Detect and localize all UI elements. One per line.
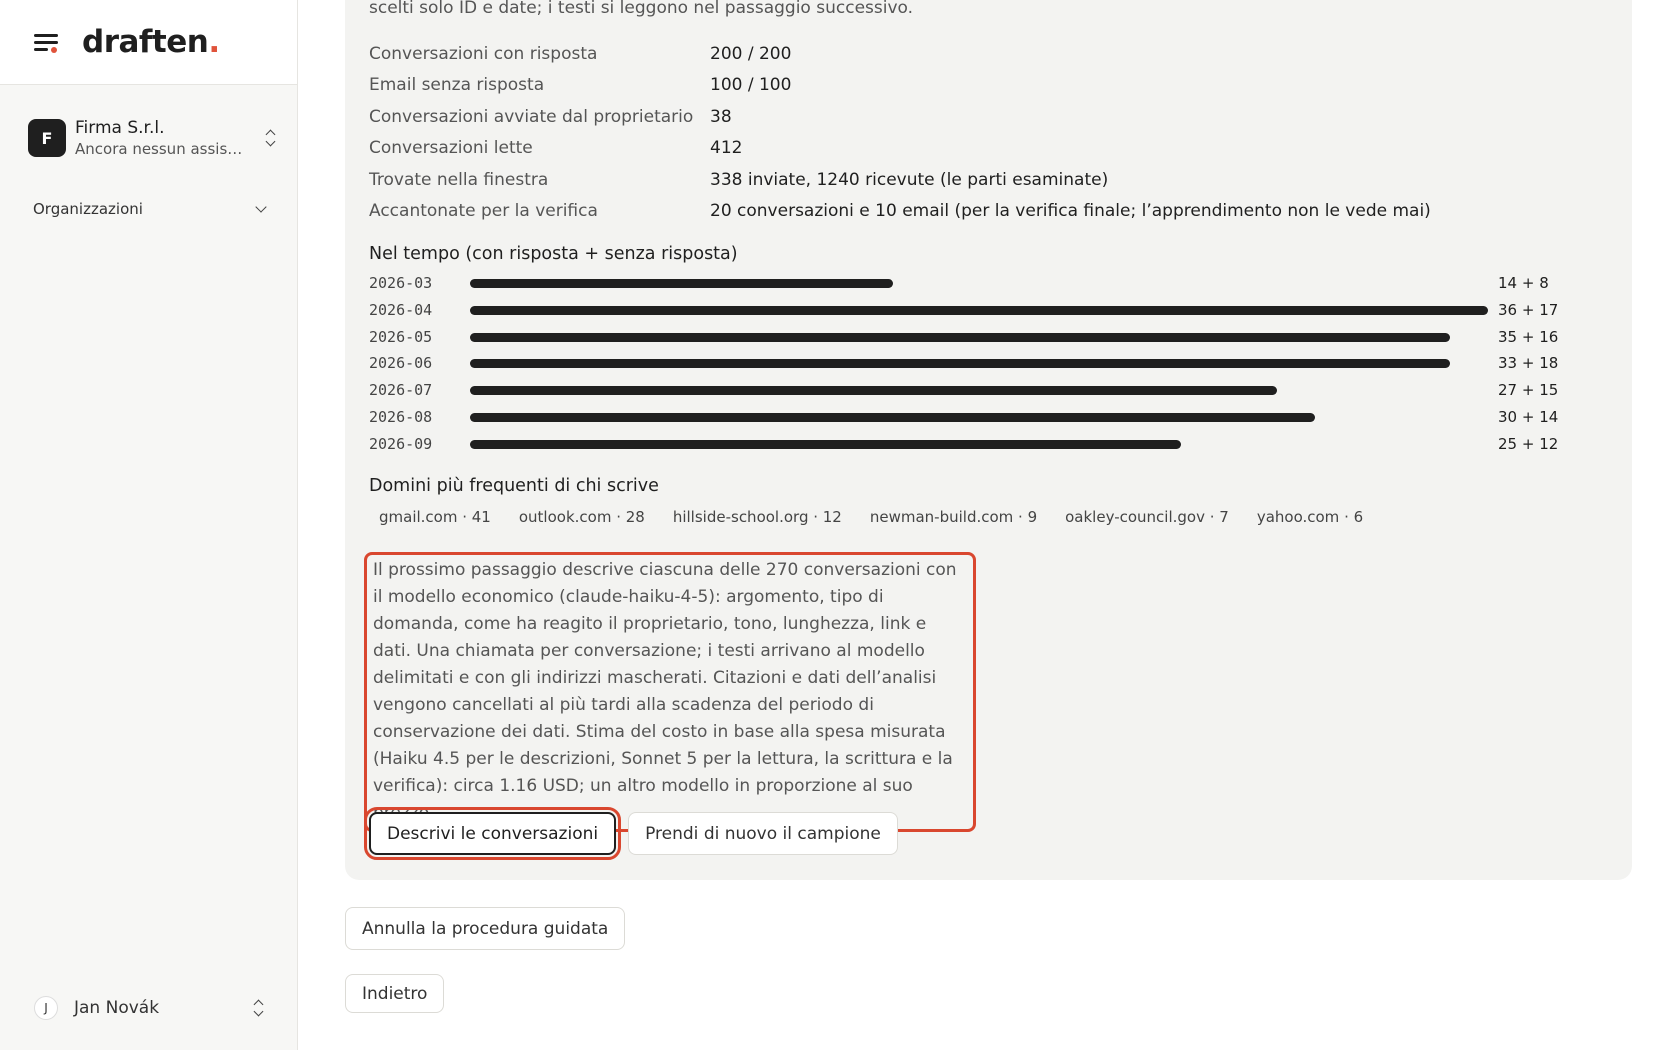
chart-bar-track (470, 413, 1488, 422)
chevron-up-down-icon (264, 129, 278, 147)
chart-category-label: 2026-04 (369, 300, 433, 319)
description-text: Il prossimo passaggio descrive ciascuna delle 270 conversazioni con il modello economico (claude-haiku-4-5): argomento, tipo di domanda, come ha reagito il proprietario, tono, lunghezza, link e dati. Una chiamata per conversazione; i testi arrivano al modello delimitati e con gli indirizzi mascherati. Citazioni e dati dell’analisi vengono cancellati al più tardi alla scadenza del periodo di conservazione dei dati. Stima del costo in base alla spesa misurata (Haiku 4.5 per le descrizioni, Sonnet 5 per la lettura, la scrittura e la verifica): circa 1.16 USD; un altro modello in proporzione al suo (364, 552, 976, 832)
stat-row (369, 196, 1431, 228)
stat-label: Trovate nella finestra (369, 169, 549, 190)
describe-conversations-button[interactable]: Descrivi le conversazioni (369, 812, 616, 855)
chart-category-label: 2026-08 (369, 407, 433, 426)
menu-icon[interactable] (34, 32, 58, 52)
sidebar-header (0, 0, 297, 85)
chart-bar-track (470, 279, 1488, 288)
intro-text: scelti solo ID e date; i testi si leggono nel passaggio successivo. (369, 0, 914, 18)
chart-row (369, 404, 1609, 431)
user-name: Jan Novák (74, 998, 160, 1018)
domains-title: Domini più frequenti di chi scrive (369, 476, 659, 496)
chart-category-label: 2026-09 (369, 434, 433, 453)
stat-row (369, 38, 1431, 70)
chart-bar-track (470, 306, 1488, 315)
stat-value: 200 / 200 (710, 43, 792, 64)
stat-row (369, 70, 1431, 102)
chart-row (369, 324, 1609, 351)
stats-table (369, 38, 1431, 227)
user-menu[interactable] (34, 996, 266, 1020)
chart-category-label: 2026-07 (369, 381, 433, 400)
stat-label: Conversazioni con risposta (369, 43, 598, 64)
chart-data-label: 25 + 12 (1498, 434, 1559, 453)
stat-value: 100 / 100 (710, 75, 792, 96)
org-switcher[interactable] (28, 117, 278, 159)
logo[interactable]: draften. (82, 24, 220, 60)
stat-value: 338 inviate, 1240 ricevute (le parti esaminate) (710, 169, 1109, 190)
stat-row (369, 101, 1431, 133)
chart-bar (470, 413, 1315, 422)
chart-category-label: 2026-05 (369, 327, 433, 346)
org-name: Firma S.r.l. (75, 118, 165, 138)
chart-data-label: 27 + 15 (1498, 381, 1559, 400)
domain-chip: outlook.com · 28 (518, 508, 645, 526)
chart-bar (470, 279, 893, 288)
chart-bar (470, 386, 1277, 395)
chart-bar-track (470, 440, 1488, 449)
chart-row (369, 270, 1609, 297)
org-avatar: F (28, 119, 66, 157)
org-subtitle: Ancora nessun assist... (75, 140, 247, 158)
stat-row (369, 133, 1431, 165)
organizations-label: Organizzazioni (33, 200, 143, 218)
chart-data-label: 33 + 18 (1498, 354, 1559, 373)
avatar: J (34, 996, 58, 1020)
action-buttons (369, 812, 898, 855)
resample-button[interactable]: Prendi di nuovo il campione (628, 812, 898, 855)
cancel-wizard-button[interactable]: Annulla la procedura guidata (345, 907, 625, 950)
chart-bar-track (470, 386, 1488, 395)
domains-list (369, 508, 1381, 526)
chart-data-label: 36 + 17 (1498, 300, 1559, 319)
chart-bar-track (470, 359, 1488, 368)
chevron-up-down-icon (252, 999, 266, 1017)
chart-bar-track (470, 333, 1488, 342)
timeline-chart (369, 270, 1609, 458)
chart-data-label: 35 + 16 (1498, 327, 1559, 346)
stat-row (369, 164, 1431, 196)
chart-bar (470, 440, 1181, 449)
main-content (298, 0, 1680, 1050)
domain-chip: oakley-council.gov · 7 (1065, 508, 1229, 526)
stat-value: 38 (710, 106, 732, 127)
chart-row (369, 377, 1609, 404)
chart-data-label: 30 + 14 (1498, 407, 1559, 426)
domain-chip: yahoo.com · 6 (1256, 508, 1364, 526)
stat-value: 412 (710, 138, 743, 159)
timeline-title: Nel tempo (con risposta + senza risposta) (369, 244, 738, 264)
stat-label: Conversazioni avviate dal proprietario (369, 106, 694, 127)
stat-label: Email senza risposta (369, 75, 545, 96)
back-button[interactable]: Indietro (345, 974, 444, 1013)
chart-bar (470, 359, 1450, 368)
stat-label: Accantonate per la verifica (369, 201, 598, 222)
stat-value: 20 conversazioni e 10 email (per la verifica finale; l’apprendimento non le vede mai) (710, 201, 1431, 222)
domain-chip: hillside-school.org · 12 (672, 508, 842, 526)
domain-chip: gmail.com · 41 (379, 508, 491, 526)
chart-row (369, 350, 1609, 377)
chart-bar (470, 306, 1488, 315)
chart-bar (470, 333, 1450, 342)
organizations-toggle[interactable] (33, 200, 265, 218)
chart-category-label: 2026-03 (369, 274, 433, 292)
chart-category-label: 2026-06 (369, 354, 433, 373)
chart-data-label: 14 + 8 (1498, 274, 1549, 292)
chevron-down-icon (255, 201, 266, 212)
chart-row (369, 297, 1609, 324)
domain-chip: newman-build.com · 9 (869, 508, 1038, 526)
chart-row (369, 431, 1609, 458)
sidebar (0, 0, 298, 1050)
stat-label: Conversazioni lette (369, 138, 533, 159)
